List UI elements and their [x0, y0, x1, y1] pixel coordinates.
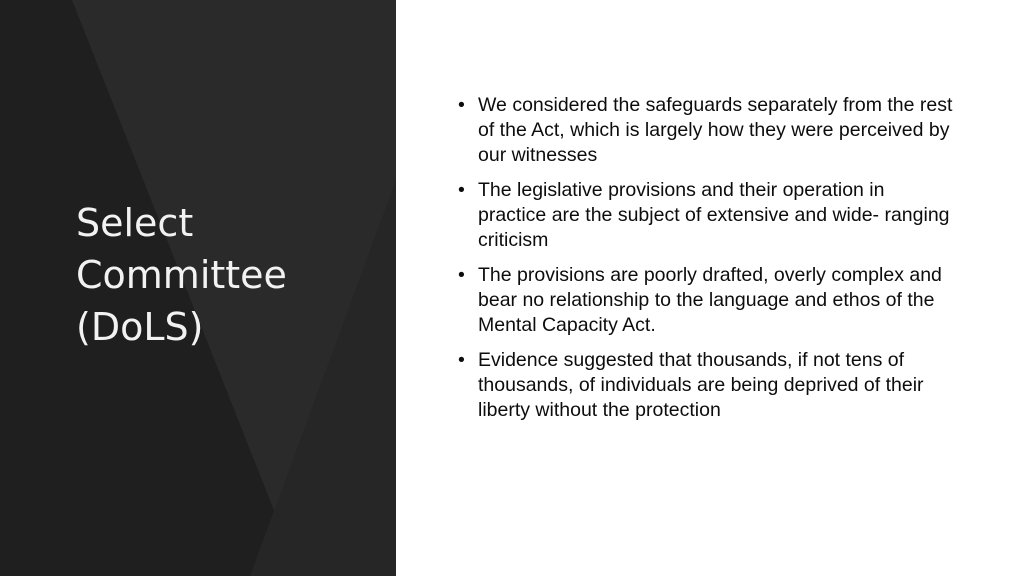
- bullet-item: [456, 93, 956, 168]
- bullet-icon: •: [458, 349, 465, 371]
- bullet-icon: •: [458, 179, 465, 201]
- title-line: Committee: [76, 253, 287, 297]
- bullet-list: [456, 93, 956, 423]
- bullet-text: Evidence suggested that thousands, if not tens of thousands, of individuals are being deprived of their liberty without the protection: [478, 349, 924, 421]
- bullet-text: The provisions are poorly drafted, overly complex and bear no relationship to the language and ethos of the Mental Capacity Act.: [478, 264, 942, 336]
- bullet-item: [456, 178, 956, 253]
- bullet-text: We considered the safeguards separately from the rest of the Act, which is largely how they were perceived by our witnesses: [478, 94, 953, 166]
- bullet-icon: •: [458, 264, 465, 286]
- bullet-item: [456, 263, 956, 338]
- title-line: Select: [76, 201, 194, 245]
- bullet-text: The legislative provisions and their operation in practice are the subject of extensive and wide- ranging criticism: [478, 179, 950, 251]
- bullet-icon: •: [458, 94, 465, 116]
- slide-title: [76, 197, 376, 353]
- title-panel: [0, 0, 396, 576]
- bullet-item: [456, 348, 956, 423]
- title-line: (DoLS): [76, 305, 204, 349]
- content-area: [456, 93, 956, 433]
